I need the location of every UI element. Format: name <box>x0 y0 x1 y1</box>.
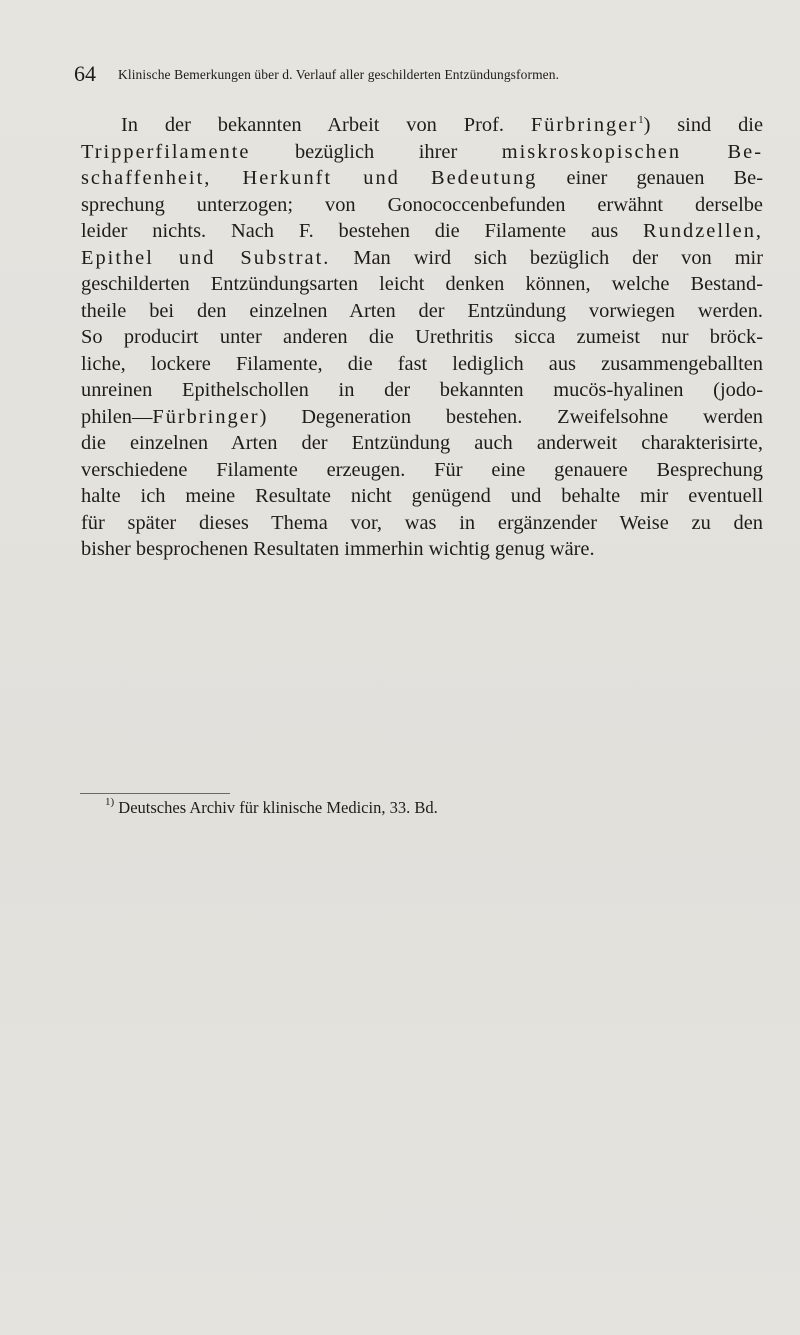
text-line: für später dieses Thema vor, was in ergänzender Weise zu den <box>81 511 763 534</box>
text-line: leider nichts. Nach F. bestehen die Filamente aus Rundzellen, <box>81 220 763 242</box>
page-number: 64 <box>74 61 96 86</box>
text-line: bisher besprochenen Resultaten immerhin wichtig genug wäre. <box>81 538 595 560</box>
footnote-marker: 1) <box>105 796 115 808</box>
text-line: schaffenheit, Herkunft und Bedeutung einer genauen Be- <box>81 167 763 189</box>
author-name: Fürbringer <box>152 405 260 428</box>
author-name: Fürbringer <box>530 114 639 136</box>
footnote-ref: 1 <box>638 114 644 126</box>
text-line: Tripperfilamente bezüglich ihrer miskroskopischen Be- <box>81 140 763 163</box>
text-line: Epithel und Substrat. Man wird sich bezüglich der von mir <box>81 246 764 269</box>
footnote-divider <box>80 793 230 794</box>
running-head: Klinische Bemerkungen über d. Verlauf aller geschilderten Entzündungsformen. <box>118 67 560 82</box>
footnote-text: Deutsches Archiv für klinische Medicin, 33. Bd. <box>114 798 438 817</box>
text-line: halte ich meine Resultate nicht genügend und behalte mir eventuell <box>81 485 763 507</box>
text-line: sprechung unterzogen; von Gonococcenbefunden erwähnt derselbe <box>81 193 763 216</box>
text-line: die einzelnen Arten der Entzündung auch anderweit charakterisirte, <box>81 432 763 454</box>
text-line: theile bei den einzelnen Arten der Entzündung vorwiegen werden. <box>81 299 763 322</box>
text-line: In der bekannten Arbeit von Prof. Fürbringer$^1$) sind die <box>121 114 764 136</box>
text-line: unreinen Epithelschollen in der bekannten mucös-hyalinen (jodo- <box>81 379 763 401</box>
text-line: philen—Fürbringer) Degeneration bestehen. Zweifelsohne werden <box>81 405 763 428</box>
text-line: geschilderten Entzündungsarten leicht denken können, welche Bestand- <box>81 273 763 295</box>
text-line: liche, lockere Filamente, die fast lediglich aus zusammengeballten <box>81 352 763 375</box>
text-line: So producirt unter anderen die Urethritis sicca zumeist nur bröck- <box>81 326 763 348</box>
footnote <box>105 797 438 819</box>
text-line: verschiedene Filamente erzeugen. Für eine genauere Besprechung <box>81 458 763 481</box>
page-header <box>74 62 774 86</box>
body-paragraph <box>81 112 763 563</box>
